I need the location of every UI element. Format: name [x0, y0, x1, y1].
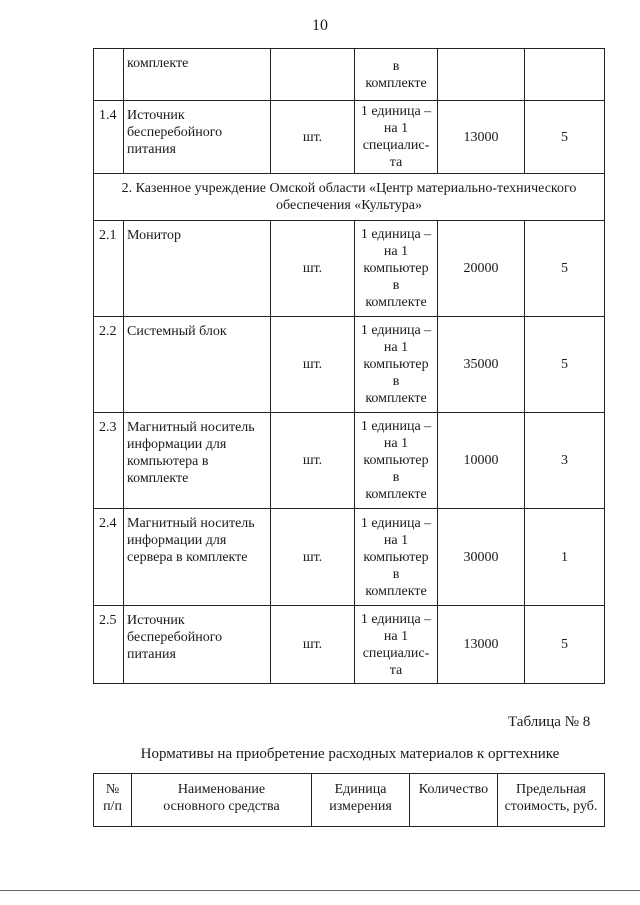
- table-row: [94, 101, 605, 174]
- item-name: Системный блок: [124, 317, 271, 413]
- item-name: Монитор: [124, 221, 271, 317]
- item-price: 30000: [438, 509, 525, 606]
- item-name: Источник бесперебойного питания: [124, 606, 271, 684]
- section-row: [94, 174, 605, 221]
- item-quantity: 5: [525, 317, 605, 413]
- item-number: 2.4: [94, 509, 124, 606]
- header-cell-quantity: Количество: [410, 774, 498, 827]
- item-name: Магнитный носитель информации для сервера в комплекте: [124, 509, 271, 606]
- item-unit: шт.: [271, 101, 355, 174]
- item-norm: 1 единица – на 1 компьютер в комплекте: [355, 317, 438, 413]
- header-cell-price: Предельная стоимость, руб.: [498, 774, 605, 827]
- item-price: 20000: [438, 221, 525, 317]
- item-price: 13000: [438, 101, 525, 174]
- item-norm: 1 единица – на 1 компьютер в комплекте: [355, 413, 438, 509]
- table-row: [94, 221, 605, 317]
- equipment-norms-table: [93, 48, 605, 684]
- section-title: 2. Казенное учреждение Омской области «Центр материально-технического обеспечения «Культура»: [94, 174, 605, 221]
- item-number: 2.3: [94, 413, 124, 509]
- item-number: 2.1: [94, 221, 124, 317]
- item-quantity: 3: [525, 413, 605, 509]
- item-number: 1.4: [94, 101, 124, 174]
- item-quantity: 5: [525, 101, 605, 174]
- header-cell-unit: Единица измерения: [312, 774, 410, 827]
- item-price: 13000: [438, 606, 525, 684]
- item-name: Магнитный носитель информации для компьютера в комплекте: [124, 413, 271, 509]
- header-cell-number: № п/п: [94, 774, 132, 827]
- table-row: [94, 317, 605, 413]
- item-name: комплекте: [124, 49, 271, 101]
- item-name: Источник бесперебойного питания: [124, 101, 271, 174]
- item-norm: 1 единица – на 1 специалис- та: [355, 606, 438, 684]
- page-bottom-rule: [0, 890, 640, 891]
- item-quantity: [525, 49, 605, 101]
- item-unit: шт.: [271, 221, 355, 317]
- item-quantity: 5: [525, 221, 605, 317]
- item-unit: шт.: [271, 509, 355, 606]
- item-norm: 1 единица – на 1 специалис- та: [355, 101, 438, 174]
- item-norm: 1 единица – на 1 компьютер в комплекте: [355, 509, 438, 606]
- table-header-row: [94, 774, 605, 827]
- table-row: [94, 413, 605, 509]
- table-row: [94, 606, 605, 684]
- item-number: [94, 49, 124, 101]
- item-unit: шт.: [271, 606, 355, 684]
- table-title: Нормативы на приобретение расходных материалов к оргтехнике: [140, 746, 560, 762]
- header-cell-name: Наименование основного средства: [132, 774, 312, 827]
- item-unit: шт.: [271, 317, 355, 413]
- item-quantity: 1: [525, 509, 605, 606]
- item-number: 2.5: [94, 606, 124, 684]
- consumables-norms-table: [93, 773, 605, 827]
- item-number: 2.2: [94, 317, 124, 413]
- item-price: 35000: [438, 317, 525, 413]
- item-norm: в комплекте: [355, 49, 438, 101]
- table-number: Таблица № 8: [508, 714, 591, 730]
- item-quantity: 5: [525, 606, 605, 684]
- item-price: [438, 49, 525, 101]
- item-unit: шт.: [271, 413, 355, 509]
- table-row: [94, 49, 605, 101]
- item-unit: [271, 49, 355, 101]
- page-number: 10: [312, 17, 328, 34]
- table-row: [94, 509, 605, 606]
- item-norm: 1 единица – на 1 компьютер в комплекте: [355, 221, 438, 317]
- item-price: 10000: [438, 413, 525, 509]
